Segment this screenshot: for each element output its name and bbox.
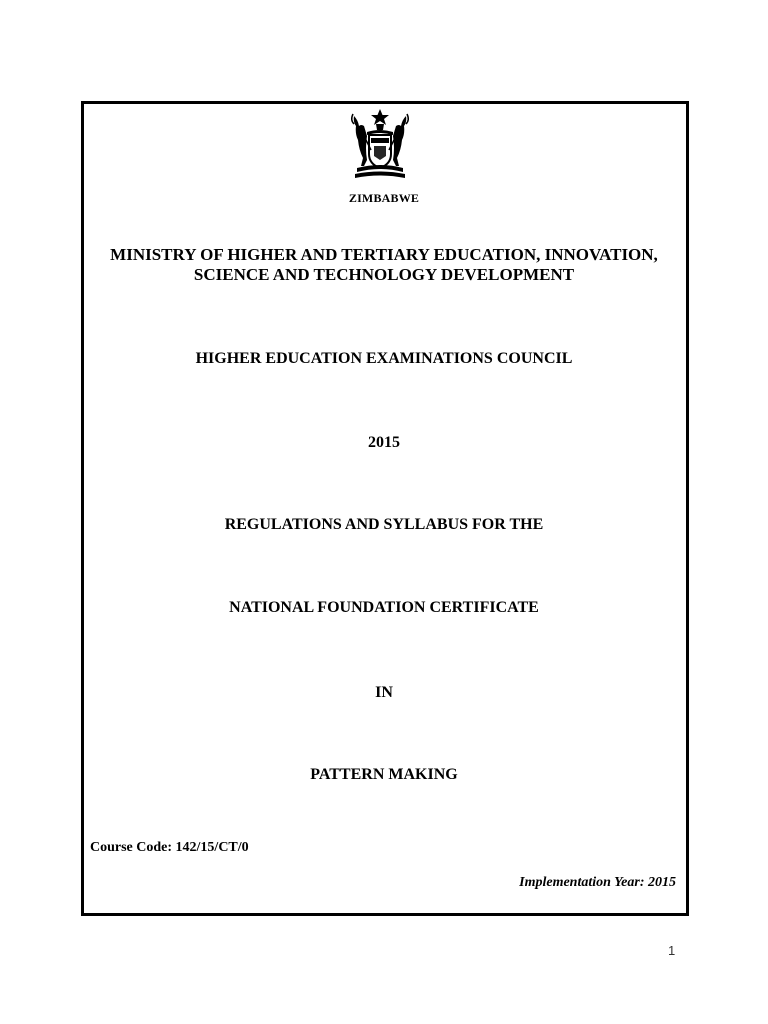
- ministry-title-line-2: SCIENCE AND TECHNOLOGY DEVELOPMENT: [193, 265, 575, 284]
- cover-border: [81, 101, 689, 916]
- course-code: Course Code: 142/15/CT/0: [90, 840, 249, 855]
- ministry-title-line-1: MINISTRY OF HIGHER AND TERTIARY EDUCATION, INNOVATION,: [110, 245, 658, 264]
- ministry-title: [0, 245, 768, 285]
- council-name: HIGHER EDUCATION EXAMINATIONS COUNCIL: [195, 350, 573, 367]
- country-name: ZIMBABWE: [348, 191, 420, 205]
- coat-of-arms-icon: [345, 108, 415, 180]
- implementation-year: Implementation Year: 2015: [519, 875, 676, 890]
- syllabus-year: 2015: [368, 434, 400, 451]
- regulations-heading: REGULATIONS AND SYLLABUS FOR THE: [224, 516, 544, 533]
- connector-word: IN: [375, 684, 393, 701]
- page-number: 1: [668, 943, 676, 958]
- subject-title: PATTERN MAKING: [310, 766, 458, 783]
- certificate-title: NATIONAL FOUNDATION CERTIFICATE: [229, 599, 539, 616]
